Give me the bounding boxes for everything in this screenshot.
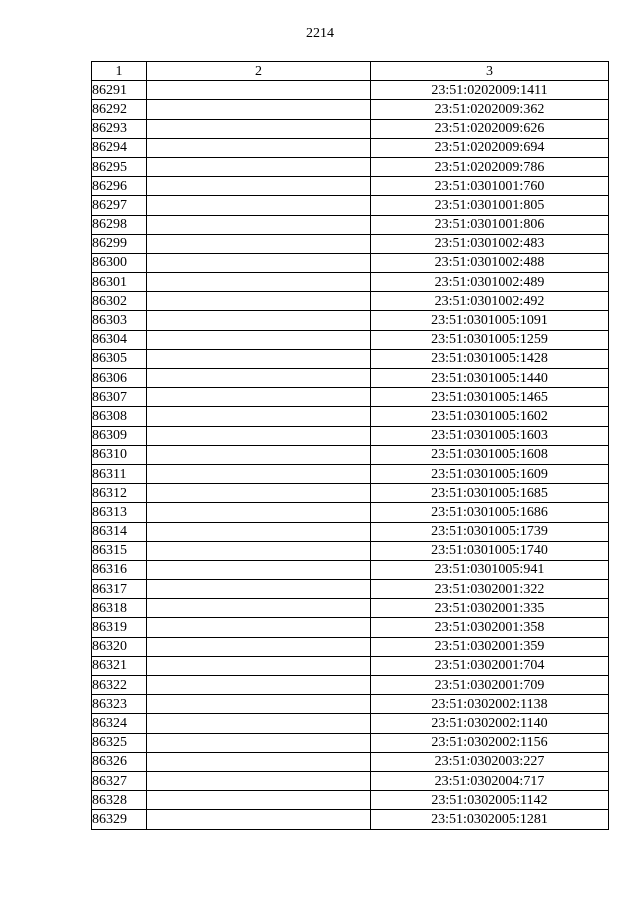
cadastral-number-cell: 23:51:0301005:1609 (371, 464, 609, 483)
description-cell (147, 292, 371, 311)
row-number-cell: 86299 (92, 234, 147, 253)
cadastral-number-cell: 23:51:0302002:1156 (371, 733, 609, 752)
table-row (92, 273, 609, 292)
description-cell (147, 771, 371, 790)
cadastral-number-cell: 23:51:0302003:227 (371, 752, 609, 771)
description-cell (147, 445, 371, 464)
row-number-cell: 86323 (92, 695, 147, 714)
description-cell (147, 177, 371, 196)
table-row (92, 656, 609, 675)
row-number-cell: 86295 (92, 157, 147, 176)
row-number-cell: 86296 (92, 177, 147, 196)
row-number-cell: 86315 (92, 541, 147, 560)
row-number-cell: 86321 (92, 656, 147, 675)
table-row (92, 311, 609, 330)
description-cell (147, 273, 371, 292)
description-cell (147, 733, 371, 752)
cadastral-number-cell: 23:51:0301005:941 (371, 560, 609, 579)
description-cell (147, 714, 371, 733)
cadastral-number-cell: 23:51:0302001:359 (371, 637, 609, 656)
cadastral-number-cell: 23:51:0302005:1281 (371, 810, 609, 829)
row-number-cell: 86303 (92, 311, 147, 330)
cadastral-number-cell: 23:51:0301005:1602 (371, 407, 609, 426)
cadastral-number-cell: 23:51:0301005:1428 (371, 349, 609, 368)
table-row (92, 369, 609, 388)
row-number-cell: 86314 (92, 522, 147, 541)
cadastral-number-cell: 23:51:0301005:1091 (371, 311, 609, 330)
table-row (92, 196, 609, 215)
description-cell (147, 695, 371, 714)
table-row (92, 810, 609, 829)
table-row (92, 599, 609, 618)
cadastral-number-cell: 23:51:0301005:1686 (371, 503, 609, 522)
table-row (92, 215, 609, 234)
description-cell (147, 656, 371, 675)
row-number-cell: 86305 (92, 349, 147, 368)
table-row (92, 177, 609, 196)
row-number-cell: 86326 (92, 752, 147, 771)
row-number-cell: 86297 (92, 196, 147, 215)
row-number-cell: 86316 (92, 560, 147, 579)
row-number-cell: 86325 (92, 733, 147, 752)
cadastral-number-cell: 23:51:0301002:488 (371, 253, 609, 272)
row-number-cell: 86300 (92, 253, 147, 272)
table-row (92, 234, 609, 253)
column-header-3: 3 (371, 62, 609, 81)
table-row (92, 484, 609, 503)
row-number-cell: 86306 (92, 369, 147, 388)
table-row (92, 445, 609, 464)
description-cell (147, 196, 371, 215)
cadastral-number-cell: 23:51:0302001:358 (371, 618, 609, 637)
row-number-cell: 86292 (92, 100, 147, 119)
cadastral-number-cell: 23:51:0202009:786 (371, 157, 609, 176)
description-cell (147, 503, 371, 522)
page-number: 2214 (306, 26, 334, 41)
row-number-cell: 86318 (92, 599, 147, 618)
table-row (92, 330, 609, 349)
description-cell (147, 81, 371, 100)
cadastral-number-cell: 23:51:0301005:1603 (371, 426, 609, 445)
description-cell (147, 580, 371, 599)
description-cell (147, 810, 371, 829)
row-number-cell: 86329 (92, 810, 147, 829)
cadastral-number-cell: 23:51:0301005:1259 (371, 330, 609, 349)
description-cell (147, 484, 371, 503)
row-number-cell: 86317 (92, 580, 147, 599)
table-row (92, 407, 609, 426)
description-cell (147, 138, 371, 157)
description-cell (147, 599, 371, 618)
cadastral-number-cell: 23:51:0301002:489 (371, 273, 609, 292)
table-row (92, 618, 609, 637)
description-cell (147, 637, 371, 656)
table-row (92, 560, 609, 579)
row-number-cell: 86294 (92, 138, 147, 157)
table-row (92, 522, 609, 541)
row-number-cell: 86301 (92, 273, 147, 292)
cadastral-number-cell: 23:51:0301005:1685 (371, 484, 609, 503)
table-row (92, 791, 609, 810)
description-cell (147, 234, 371, 253)
table-body (92, 81, 609, 829)
row-number-cell: 86309 (92, 426, 147, 445)
table-row (92, 541, 609, 560)
description-cell (147, 752, 371, 771)
row-number-cell: 86311 (92, 464, 147, 483)
cadastral-number-cell: 23:51:0202009:626 (371, 119, 609, 138)
cadastral-number-cell: 23:51:0302005:1142 (371, 791, 609, 810)
table-row (92, 752, 609, 771)
table-row (92, 81, 609, 100)
row-number-cell: 86328 (92, 791, 147, 810)
cadastral-number-cell: 23:51:0301001:805 (371, 196, 609, 215)
cadastral-number-cell: 23:51:0302004:717 (371, 771, 609, 790)
table-row (92, 292, 609, 311)
row-number-cell: 86327 (92, 771, 147, 790)
description-cell (147, 330, 371, 349)
description-cell (147, 119, 371, 138)
table-row (92, 349, 609, 368)
description-cell (147, 311, 371, 330)
description-cell (147, 407, 371, 426)
description-cell (147, 100, 371, 119)
table-row (92, 426, 609, 445)
table-row (92, 157, 609, 176)
table-row (92, 388, 609, 407)
column-header-1: 1 (92, 62, 147, 81)
table-row (92, 503, 609, 522)
cadastral-number-cell: 23:51:0302002:1140 (371, 714, 609, 733)
row-number-cell: 86312 (92, 484, 147, 503)
cadastral-number-cell: 23:51:0301001:806 (371, 215, 609, 234)
description-cell (147, 215, 371, 234)
row-number-cell: 86307 (92, 388, 147, 407)
table-row (92, 733, 609, 752)
description-cell (147, 426, 371, 445)
row-number-cell: 86291 (92, 81, 147, 100)
table-row (92, 676, 609, 695)
description-cell (147, 618, 371, 637)
table-row (92, 119, 609, 138)
cadastral-number-cell: 23:51:0302001:704 (371, 656, 609, 675)
description-cell (147, 388, 371, 407)
row-number-cell: 86298 (92, 215, 147, 234)
cadastral-number-cell: 23:51:0301001:760 (371, 177, 609, 196)
description-cell (147, 541, 371, 560)
cadastral-number-cell: 23:51:0301002:483 (371, 234, 609, 253)
row-number-cell: 86319 (92, 618, 147, 637)
table-row (92, 253, 609, 272)
table-row (92, 138, 609, 157)
cadastral-number-cell: 23:51:0202009:694 (371, 138, 609, 157)
table-row (92, 580, 609, 599)
table-header-row (92, 62, 609, 81)
table-row (92, 464, 609, 483)
table-row (92, 637, 609, 656)
cadastral-number-cell: 23:51:0302001:322 (371, 580, 609, 599)
description-cell (147, 349, 371, 368)
description-cell (147, 369, 371, 388)
description-cell (147, 157, 371, 176)
row-number-cell: 86310 (92, 445, 147, 464)
cadastral-number-cell: 23:51:0301002:492 (371, 292, 609, 311)
cadastral-number-cell: 23:51:0301005:1608 (371, 445, 609, 464)
cadastral-number-cell: 23:51:0301005:1440 (371, 369, 609, 388)
row-number-cell: 86313 (92, 503, 147, 522)
description-cell (147, 676, 371, 695)
cadastral-number-cell: 23:51:0202009:1411 (371, 81, 609, 100)
table-row (92, 714, 609, 733)
row-number-cell: 86293 (92, 119, 147, 138)
table-row (92, 695, 609, 714)
table-row (92, 771, 609, 790)
description-cell (147, 560, 371, 579)
table-row (92, 100, 609, 119)
cadastral-number-cell: 23:51:0301005:1740 (371, 541, 609, 560)
description-cell (147, 522, 371, 541)
row-number-cell: 86308 (92, 407, 147, 426)
description-cell (147, 253, 371, 272)
cadastral-number-cell: 23:51:0301005:1739 (371, 522, 609, 541)
column-header-2: 2 (147, 62, 371, 81)
row-number-cell: 86324 (92, 714, 147, 733)
row-number-cell: 86304 (92, 330, 147, 349)
cadastral-number-cell: 23:51:0302001:335 (371, 599, 609, 618)
cadastral-number-cell: 23:51:0302002:1138 (371, 695, 609, 714)
description-cell (147, 791, 371, 810)
row-number-cell: 86302 (92, 292, 147, 311)
description-cell (147, 464, 371, 483)
row-number-cell: 86320 (92, 637, 147, 656)
cadastral-number-cell: 23:51:0302001:709 (371, 676, 609, 695)
cadastral-number-cell: 23:51:0202009:362 (371, 100, 609, 119)
row-number-cell: 86322 (92, 676, 147, 695)
cadastral-number-cell: 23:51:0301005:1465 (371, 388, 609, 407)
registry-table (91, 61, 609, 830)
